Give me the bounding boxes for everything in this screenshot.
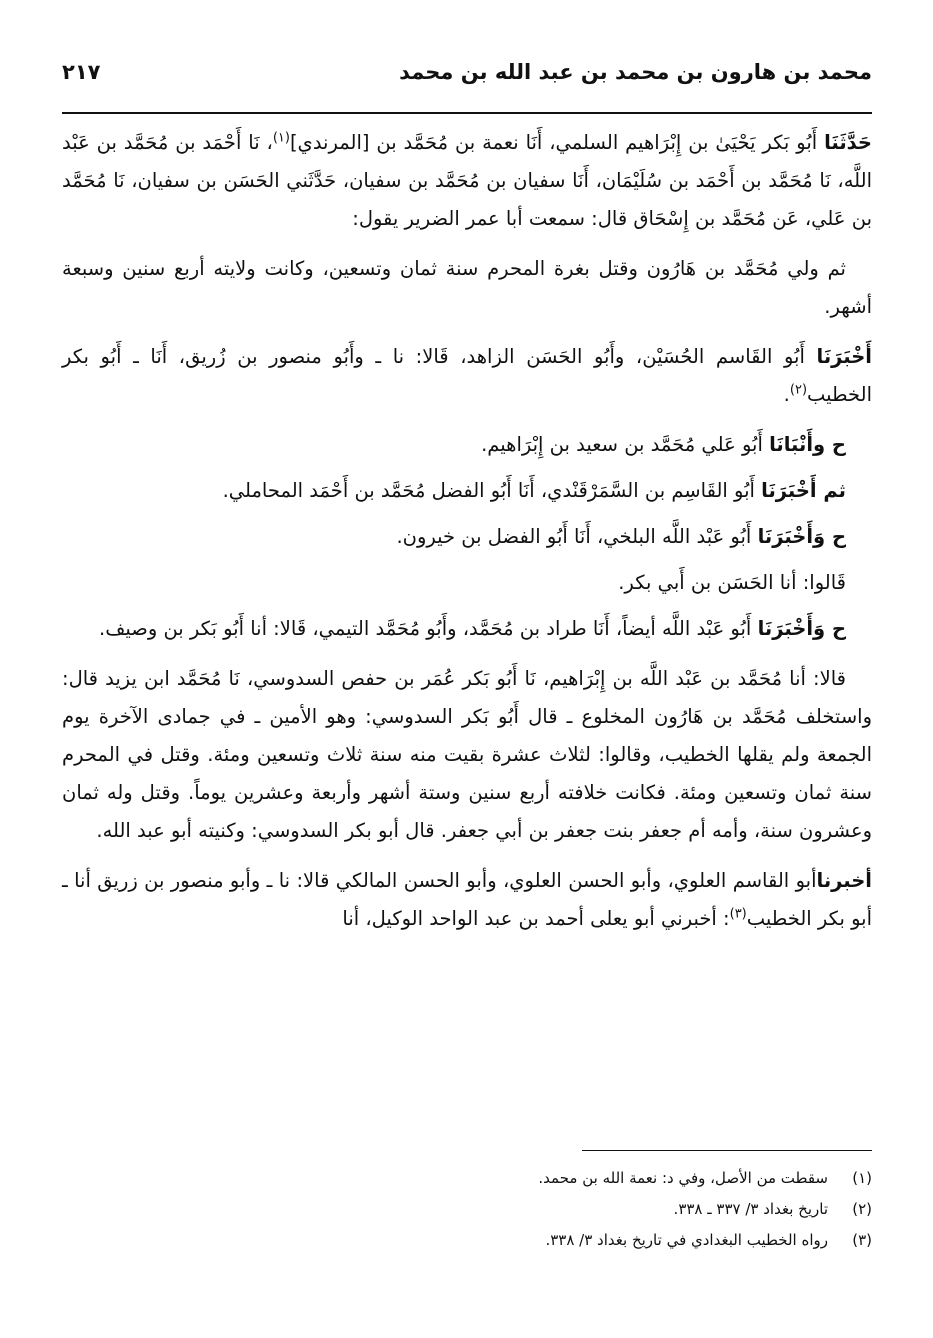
- paragraph-text: قالا: أنا مُحَمَّد بن عَبْد اللَّه بن إِبْرَاهيم، نَا أَبُو بَكر عُمَر بن حفص السدوسي، نَا مُحَمَّد ابن يزيد قال: واستخلف مُحَمَّد بن هَارُون المخلوع ـ قال أَبُو بَكر السدوسي: وهو الأمين ـ في جمادى الآخرة يوم الجمعة ولم يقلها الخطيب، وقالوا: لثلاث عشرة بقيت منه سنة ثلاث وتسعين ومئة. وقتل في المحرم سنة ثمان وتسعين ومئة. فكانت خلافته أربع سنين وستة أشهر وأربعة وعشرين يوماً. وقتل وله ثمان وعشرون سنة، وأمه أم جعفر بنت جعفر بن أبي جعفر. قال أبو بكر السدوسي: وكنيته أبو عبد الله.: [62, 667, 872, 842]
- paragraph-text: قَالوا: أنا الحَسَن بن أَبي بكر.: [618, 571, 846, 594]
- paragraph-lead: حَدَّثَنَا: [824, 131, 872, 154]
- paragraph-lead: ح وَأَخْبَرَنَا: [757, 525, 846, 548]
- paragraph-lead: أَخْبَرَنَا: [816, 345, 872, 368]
- chain-line: [62, 518, 872, 556]
- footnote-item: [62, 1225, 872, 1256]
- footnote-text: رواه الخطيب البغدادي في تاريخ بغداد ٣/ ٣٣٨.: [545, 1231, 828, 1249]
- paragraph-text: أَبُو بَكر يَحْيَىٰ بن إِبْرَاهيم السلمي، أَنَا نعمة بن مُحَمَّد بن [المرندي]: [289, 131, 818, 154]
- paragraph-text: أَبُو عَلي مُحَمَّد بن سعيد بن إِبْرَاهيم.: [481, 433, 763, 456]
- header-rule: [62, 112, 872, 114]
- body-text: [62, 124, 872, 938]
- paragraph-hadathana: [62, 124, 872, 238]
- chain-line: [62, 472, 872, 510]
- paragraph-text: : أخبرني أبو يعلى أحمد بن عبد الواحد الوكيل، أنا: [342, 907, 730, 930]
- paragraph-akhbarana: [62, 338, 872, 414]
- chain-line: [62, 426, 872, 464]
- paragraph-lead: أخبرنا: [816, 869, 872, 892]
- page-number: ٢١٧: [62, 60, 101, 84]
- footnote-number: (٣): [852, 1231, 872, 1249]
- paragraph-text: أبو القاسم العلوي، وأبو الحسن العلوي، وأبو الحسن المالكي قالا: نا ـ وأبو منصور بن زريق أنا ـ أبو بكر الخطيب: [62, 869, 872, 930]
- chain-line: [62, 564, 872, 602]
- paragraph-text: أَبُو عَبْد اللَّه البلخي، أَنَا أَبُو الفضل بن خيرون.: [396, 525, 752, 548]
- footnote-item: [62, 1194, 872, 1225]
- footnote-ref-2: (٢): [789, 382, 808, 398]
- paragraph-wilaya: [62, 250, 872, 326]
- footnote-text: تاريخ بغداد ٣/ ٣٣٧ ـ ٣٣٨.: [673, 1200, 828, 1218]
- footnote-rule: [582, 1150, 872, 1151]
- paragraph-text: ثم ولي مُحَمَّد بن هَارُون وقتل بغرة المحرم سنة ثمان وتسعين، وكانت ولايته أربع سنين وسبعة أشهر.: [62, 257, 872, 318]
- chain-line: [62, 610, 872, 648]
- footnote-number: (٢): [852, 1200, 872, 1218]
- paragraph-akhbarana-2: [62, 862, 872, 938]
- footnote-ref-1: (١): [272, 130, 290, 146]
- paragraph-text: أَبُو عَبْد اللَّه أيضاً، أَنَا طراد بن مُحَمَّد، وأَبُو مُحَمَّد التيمي، قَالا: أنا أَبُو بَكر بن وصيف.: [99, 617, 752, 640]
- page: [62, 60, 872, 950]
- paragraph-lead: ح وأَنْبَانَا: [769, 433, 846, 456]
- paragraph-lead: ح وَأَخْبَرَنَا: [757, 617, 846, 640]
- footnote-text: سقطت من الأصل، وفي د: نعمة الله بن محمد.: [538, 1169, 828, 1187]
- paragraph-text: أَبُو القَاسم الحُسَيْن، وأَبُو الحَسَن الزاهد، قَالا: نا ـ وأَبُو منصور بن زُريق، أَنَا ـ أَبُو بكر الخطيب: [62, 345, 872, 406]
- page-header: [62, 60, 872, 106]
- paragraph-qala: [62, 660, 872, 850]
- paragraph-text: ، نَا أَحْمَد بن مُحَمَّد بن عَبْد اللَّه، نَا مُحَمَّد بن أَحْمَد بن سُلَيْمَان، أَنَا سفيان بن مُحَمَّد بن سفيان، حَدَّثَني الحَسَن بن سفيان، نَا مُحَمَّد بن عَلي، عَن مُحَمَّد بن إِسْحَاق قال: سمعت أبا عمر الضرير يقول:: [62, 131, 872, 230]
- running-title: محمد بن هارون بن محمد بن عبد الله بن محمد: [399, 60, 872, 84]
- footnote-item: [62, 1163, 872, 1194]
- footnote-number: (١): [852, 1169, 872, 1187]
- footnotes: [62, 1150, 872, 1256]
- footnote-ref-3: (٣): [729, 906, 747, 922]
- paragraph-text: .: [783, 383, 790, 406]
- paragraph-text: أَبُو القَاسِم بن السَّمَرْقَنْدي، أَنَا أَبُو الفضل مُحَمَّد بن أَحْمَد المحاملي.: [222, 479, 755, 502]
- paragraph-lead: ثم أَخْبَرَنَا: [761, 479, 846, 502]
